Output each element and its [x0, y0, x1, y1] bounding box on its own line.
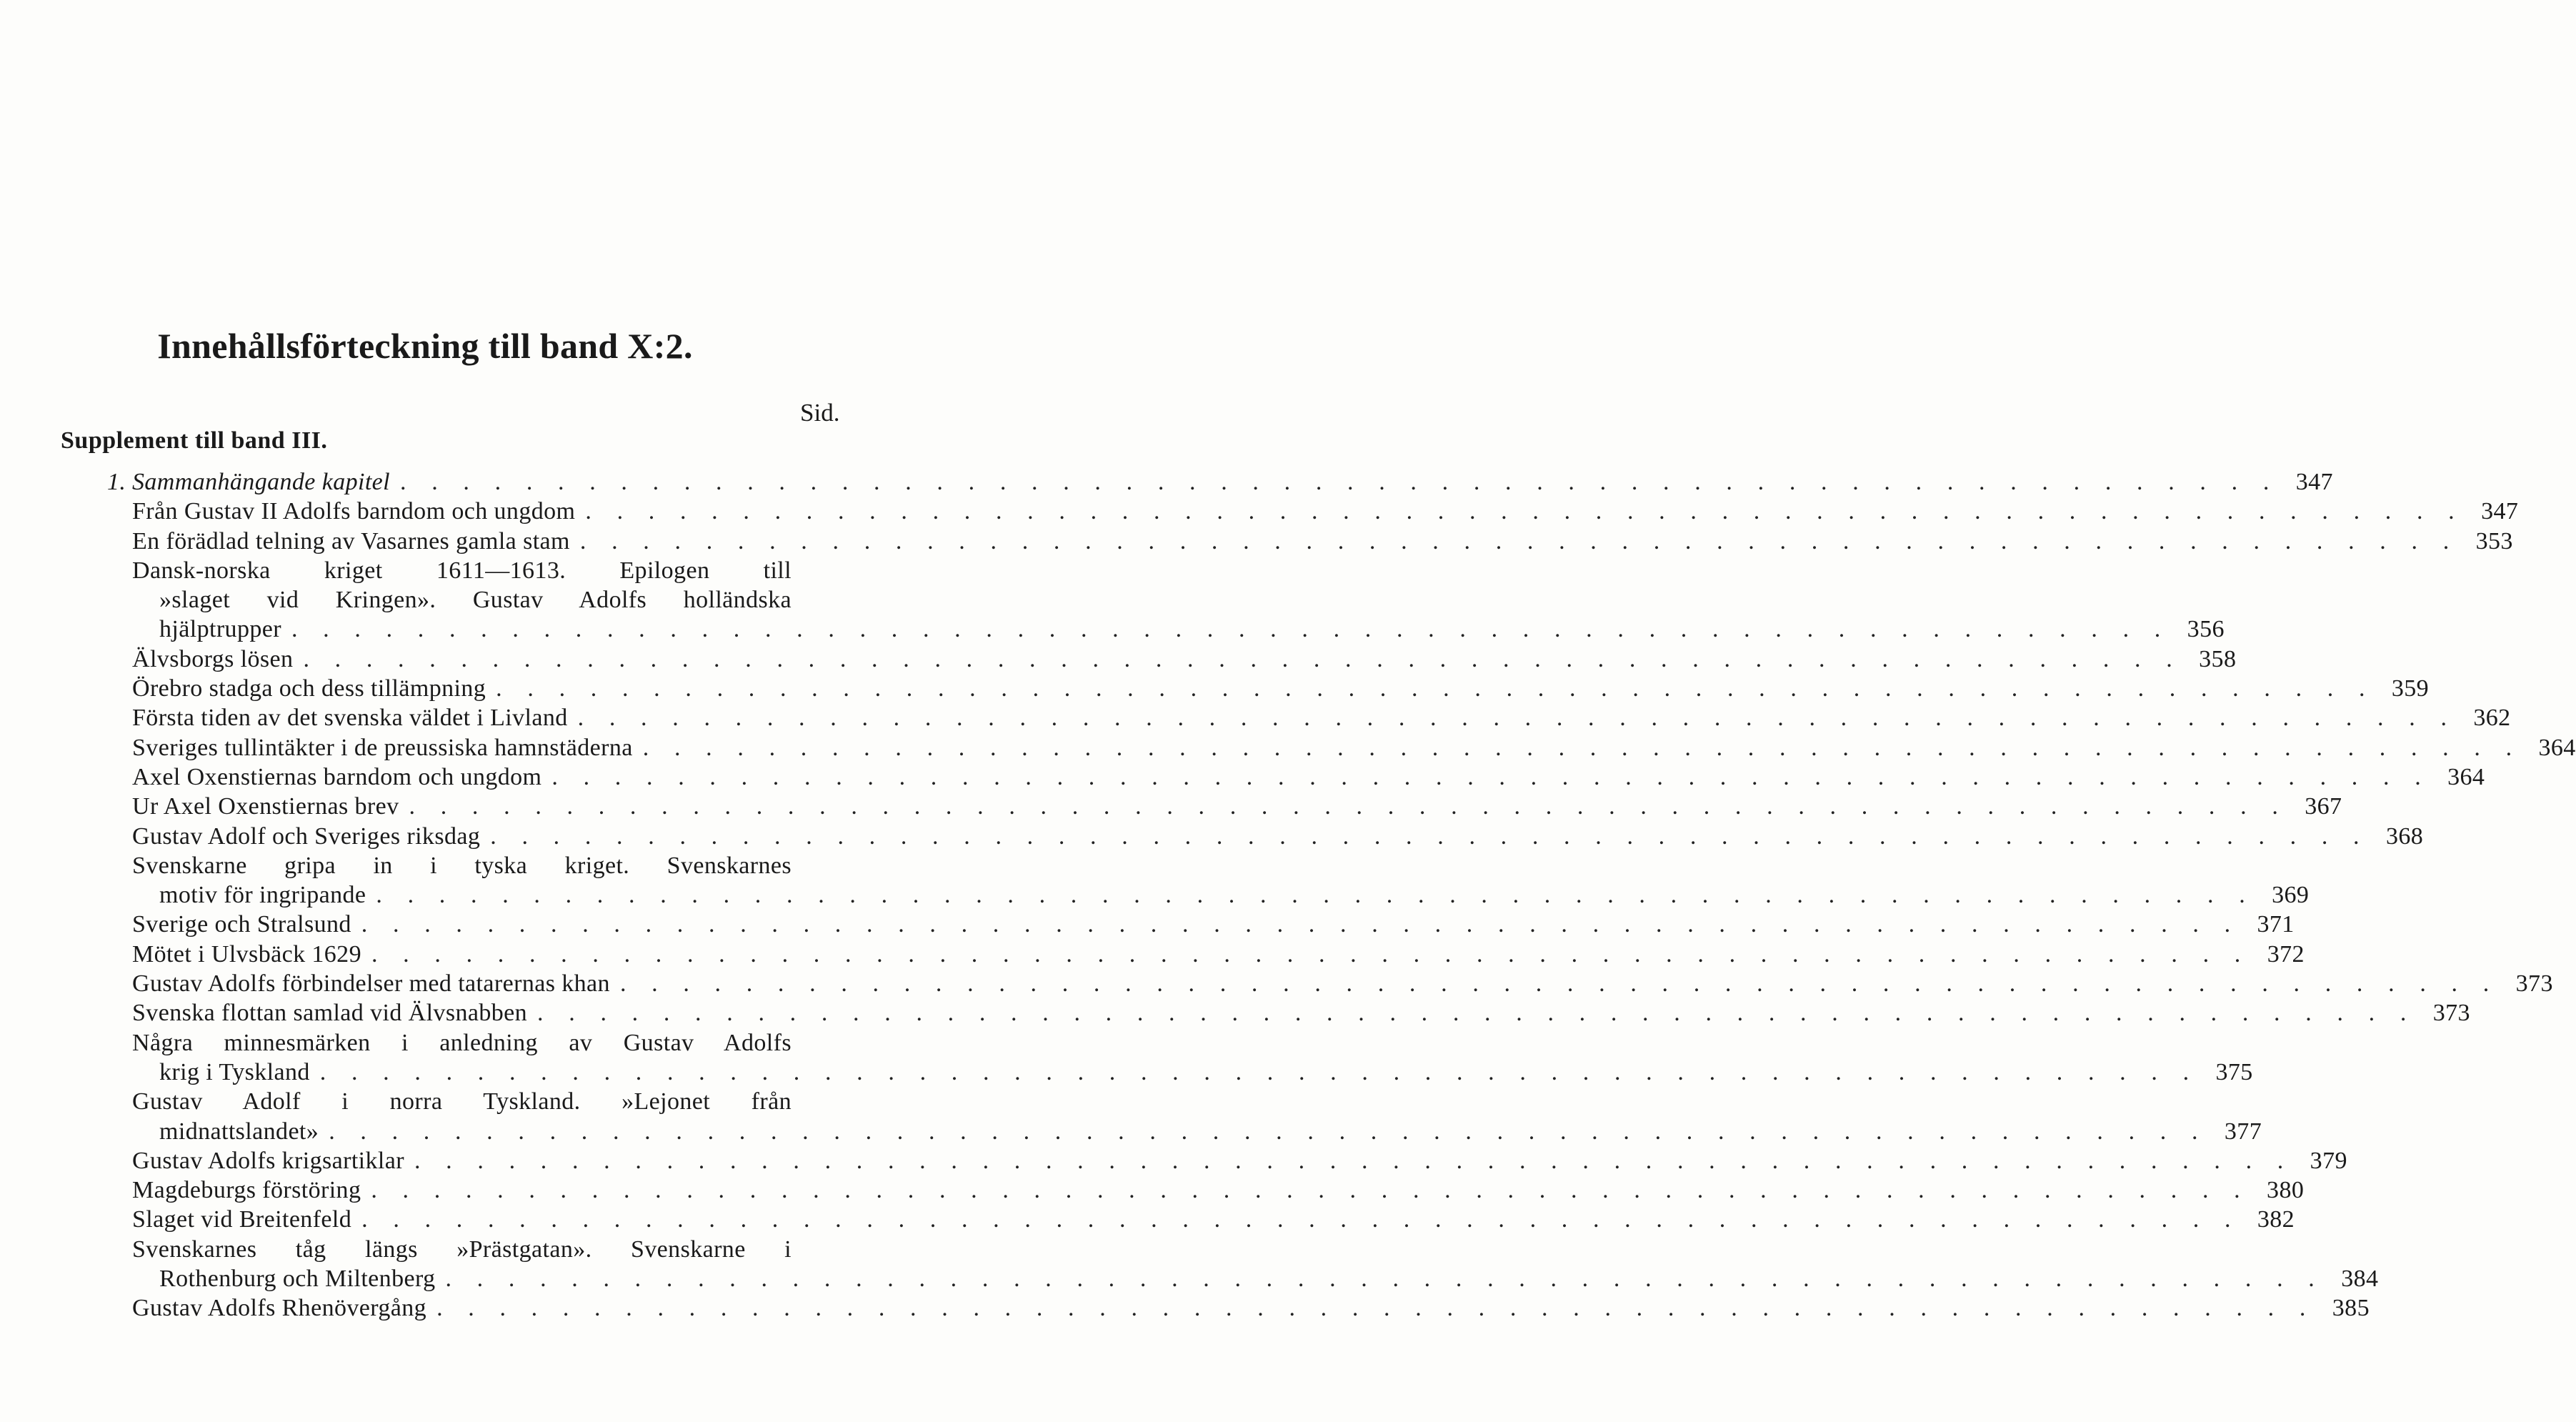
entry-title: hjälptrupper: [159, 616, 281, 643]
dot-leader: . . . . . . . . . . . . . . . . . . . . . . . . . . . . . . . . . . . . . . . . . . . . . . . . . . . . . . . . . . . .: [291, 616, 2170, 643]
toc-line: [0, 940, 2305, 969]
chapter-number: 1.: [107, 469, 126, 495]
toc-entry: [0, 527, 2513, 556]
dot-leader: . . . . . . . . . . . . . . . . . . . . . . . . . . . . . . . . . . . . . . . . . . . . . . . . . . . . . . . . . . . .: [496, 675, 2375, 702]
entry-title: Gustav Adolfs förbindelser med tatarernas khan: [132, 970, 610, 998]
page-number: 373: [2432, 1000, 2470, 1027]
page-number: 359: [2391, 675, 2430, 702]
toc-line: [0, 1264, 2379, 1293]
page-number: 375: [2215, 1058, 2253, 1085]
dot-leader: . . . . . . . . . . . . . . . . . . . . . . . . . . . . . . . . . . . . . . . . . . . . . . . . . . . . . . . . . . . .: [577, 705, 2457, 732]
entry-title: motiv för ingripande: [159, 882, 366, 909]
toc-line: [0, 1117, 2262, 1146]
entry-title: Sverige och Stralsund: [132, 911, 351, 938]
entry-title: Gustav Adolf och Sveriges riksdag: [132, 822, 481, 850]
dot-leader: . . . . . . . . . . . . . . . . . . . . . . . . . . . . . . . . . . . . . . . . . . . . . . . . . . . . . . . . . . . .: [490, 822, 2370, 850]
toc-line: [0, 1235, 910, 1264]
entry-title: Rothenburg och Miltenberg: [159, 1266, 436, 1293]
entry-title: Några minnesmärken i anledning av Gustav Adolfs: [132, 1029, 792, 1056]
toc-line: [0, 822, 2424, 851]
page-number: 347: [2481, 498, 2519, 525]
page-number: 364: [2447, 763, 2485, 790]
toc-line: [0, 969, 2553, 998]
page-column-label: Sid.: [800, 399, 840, 427]
page-number: 373: [2515, 970, 2553, 998]
toc-line: [0, 527, 2513, 556]
entry-title: Dansk-norska kriget 1611—1613. Epilogen till: [132, 557, 792, 584]
table-of-contents: [0, 467, 2576, 1323]
toc-entry: [0, 1293, 2370, 1323]
toc-entry: [0, 1205, 2295, 1234]
dot-leader: . . . . . . . . . . . . . . . . . . . . . . . . . . . . . . . . . . . . . . . . . . . . . . . . . . . . . . . . . . . .: [445, 1266, 2325, 1293]
toc-entry: [0, 998, 2470, 1028]
toc-line: [0, 585, 910, 615]
toc-line: [0, 851, 910, 880]
dot-leader: . . . . . . . . . . . . . . . . . . . . . . . . . . . . . . . . . . . . . . . . . . . . . . . . . . . . . . . . . . . .: [619, 970, 2499, 998]
toc-line: [0, 615, 2225, 644]
toc-line: [0, 998, 2470, 1028]
entry-title: Första tiden av det svenska väldet i Livland: [132, 705, 568, 732]
toc-entry: [0, 822, 2424, 851]
entry-title: midnattslandet»: [159, 1118, 319, 1145]
toc-entry: [0, 1028, 2253, 1088]
toc-entry: [0, 1087, 2262, 1146]
toc-line: [0, 910, 2295, 939]
dot-leader: . . . . . . . . . . . . . . . . . . . . . . . . . . . . . . . . . . . . . . . . . . . . . . . . . . . . . . . . . . . .: [361, 911, 2240, 938]
entry-title: En förädlad telning av Vasarnes gamla stam: [132, 527, 570, 555]
page-number: 368: [2385, 822, 2424, 850]
dot-leader: . . . . . . . . . . . . . . . . . . . . . . . . . . . . . . . . . . . . . . . . . . . . . . . . . . . . . . . . . . . .: [361, 1206, 2241, 1233]
toc-line: [0, 1293, 2370, 1323]
entry-title: Från Gustav II Adolfs barndom och ungdom: [132, 498, 576, 525]
toc-entry: [0, 1175, 2305, 1205]
entry-title: Ur Axel Oxenstiernas brev: [132, 793, 399, 820]
dot-leader: . . . . . . . . . . . . . . . . . . . . . . . . . . . . . . . . . . . . . . . . . . . . . . . . . . . . . . . . . . . .: [537, 1000, 2416, 1027]
page-number: 369: [2272, 882, 2310, 909]
page-number: 362: [2473, 705, 2511, 732]
toc-line: [0, 1058, 2253, 1087]
toc-entry: [0, 762, 2485, 792]
page-number: 379: [2310, 1147, 2347, 1174]
dot-leader: . . . . . . . . . . . . . . . . . . . . . . . . . . . . . . . . . . . . . . . . . . . . . . . . . . . . . . . . . . . .: [400, 469, 2279, 495]
toc-entry: [0, 497, 2519, 526]
dot-leader: . . . . . . . . . . . . . . . . . . . . . . . . . . . . . . . . . . . . . . . . . . . . . . . . . . . . . . . . . . . .: [585, 498, 2465, 525]
entry-title: Svenskarnes tåg längs »Prästgatan». Svenskarne i: [132, 1235, 792, 1263]
page-number: 372: [2267, 940, 2305, 968]
entry-title: Sveriges tullintäkter i de preussiska hamnstäderna: [132, 734, 633, 761]
entry-title: Sammanhängande kapitel: [132, 469, 391, 495]
entry-title: krig i Tyskland: [159, 1058, 310, 1085]
page-number: 377: [2224, 1118, 2262, 1145]
dot-leader: . . . . . . . . . . . . . . . . . . . . . . . . . . . . . . . . . . . . . . . . . . . . . . . . . . . . . . . . . . . .: [642, 734, 2522, 761]
entry-title: Gustav Adolf i norra Tyskland. »Lejonet från: [132, 1088, 792, 1115]
dot-leader: . . . . . . . . . . . . . . . . . . . . . . . . . . . . . . . . . . . . . . . . . . . . . . . . . . . . . . . . . . . .: [551, 763, 2431, 790]
entry-title: »slaget vid Kringen». Gustav Adolfs holländska: [159, 587, 792, 614]
toc-line: [0, 645, 2237, 674]
toc-entry: [0, 969, 2553, 998]
dot-leader: . . . . . . . . . . . . . . . . . . . . . . . . . . . . . . . . . . . . . . . . . . . . . . . . . . . . . . . . . . . .: [376, 882, 2255, 909]
toc-line: [0, 556, 910, 585]
page-heading-text: Innehållsförteckning till band X:2.: [157, 326, 693, 366]
toc-line: [0, 1087, 910, 1116]
toc-line: [0, 1028, 910, 1058]
toc-line: [0, 1205, 2295, 1234]
dot-leader: . . . . . . . . . . . . . . . . . . . . . . . . . . . . . . . . . . . . . . . . . . . . . . . . . . . . . . . . . . . .: [579, 527, 2459, 555]
page-number: 367: [2305, 793, 2342, 820]
dot-leader: . . . . . . . . . . . . . . . . . . . . . . . . . . . . . . . . . . . . . . . . . . . . . . . . . . . . . . . . . . . .: [329, 1118, 2208, 1145]
toc-entry: [0, 467, 2333, 497]
entry-title: Örebro stadga och dess tillämpning: [132, 675, 486, 702]
toc-entry: [0, 674, 2430, 703]
toc-line: [0, 703, 2511, 732]
toc-entry: [0, 1235, 2379, 1294]
toc-line: [0, 762, 2485, 792]
entry-title: Gustav Adolfs krigsartiklar: [132, 1147, 404, 1174]
toc-entry: [0, 851, 2310, 910]
page-number: 385: [2332, 1295, 2370, 1322]
dot-leader: . . . . . . . . . . . . . . . . . . . . . . . . . . . . . . . . . . . . . . . . . . . . . . . . . . . . . . . . . . . .: [303, 645, 2182, 672]
entry-title: Älvsborgs lösen: [132, 645, 294, 672]
entry-title: Axel Oxenstiernas barndom och ungdom: [132, 763, 542, 790]
toc-line: [0, 467, 2333, 497]
toc-line: [0, 792, 2342, 821]
toc-entry: [0, 703, 2511, 732]
entry-title: Svenska flottan samlad vid Älvsnabben: [132, 1000, 528, 1027]
dot-leader: . . . . . . . . . . . . . . . . . . . . . . . . . . . . . . . . . . . . . . . . . . . . . . . . . . . . . . . . . . . .: [414, 1147, 2293, 1174]
toc-line: [0, 674, 2430, 703]
page-number: 380: [2267, 1177, 2305, 1204]
dot-leader: . . . . . . . . . . . . . . . . . . . . . . . . . . . . . . . . . . . . . . . . . . . . . . . . . . . . . . . . . . . .: [319, 1058, 2199, 1085]
page-number: 356: [2187, 616, 2225, 643]
toc-entry: [0, 1146, 2347, 1175]
toc-entry: [0, 940, 2305, 969]
toc-line: [0, 733, 2576, 762]
entry-title: Gustav Adolfs Rhenövergång: [132, 1295, 427, 1322]
page-number: 347: [2295, 469, 2333, 495]
page-heading: [0, 325, 910, 367]
toc-line: [0, 1146, 2347, 1175]
toc-entry: [0, 556, 2225, 645]
toc-entry: [0, 645, 2237, 674]
page-number: 371: [2257, 911, 2295, 938]
dot-leader: . . . . . . . . . . . . . . . . . . . . . . . . . . . . . . . . . . . . . . . . . . . . . . . . . . . . . . . . . . . .: [371, 940, 2250, 968]
dot-leader: . . . . . . . . . . . . . . . . . . . . . . . . . . . . . . . . . . . . . . . . . . . . . . . . . . . . . . . . . . . .: [436, 1295, 2315, 1322]
dot-leader: . . . . . . . . . . . . . . . . . . . . . . . . . . . . . . . . . . . . . . . . . . . . . . . . . . . . . . . . . . . .: [409, 793, 2288, 820]
toc-line: [0, 497, 2519, 526]
entry-title: Svenskarne gripa in i tyska kriget. Svenskarnes: [132, 852, 792, 879]
toc-entry: [0, 733, 2576, 762]
page-number: 382: [2257, 1206, 2295, 1233]
page-number: 384: [2341, 1266, 2379, 1293]
entry-title: Magdeburgs förstöring: [132, 1177, 361, 1204]
page-number: 358: [2199, 645, 2237, 672]
page-number: 364: [2538, 734, 2576, 761]
toc-line: [0, 1175, 2305, 1205]
toc-line: [0, 880, 2310, 910]
dot-leader: . . . . . . . . . . . . . . . . . . . . . . . . . . . . . . . . . . . . . . . . . . . . . . . . . . . . . . . . . . . .: [371, 1177, 2250, 1204]
entry-title: Slaget vid Breitenfeld: [132, 1206, 352, 1233]
toc-entry: [0, 792, 2342, 821]
section-title: Supplement till band III.: [61, 427, 328, 454]
page-number: 353: [2475, 527, 2513, 555]
entry-title: Mötet i Ulvsbäck 1629: [132, 940, 361, 968]
toc-entry: [0, 910, 2295, 939]
